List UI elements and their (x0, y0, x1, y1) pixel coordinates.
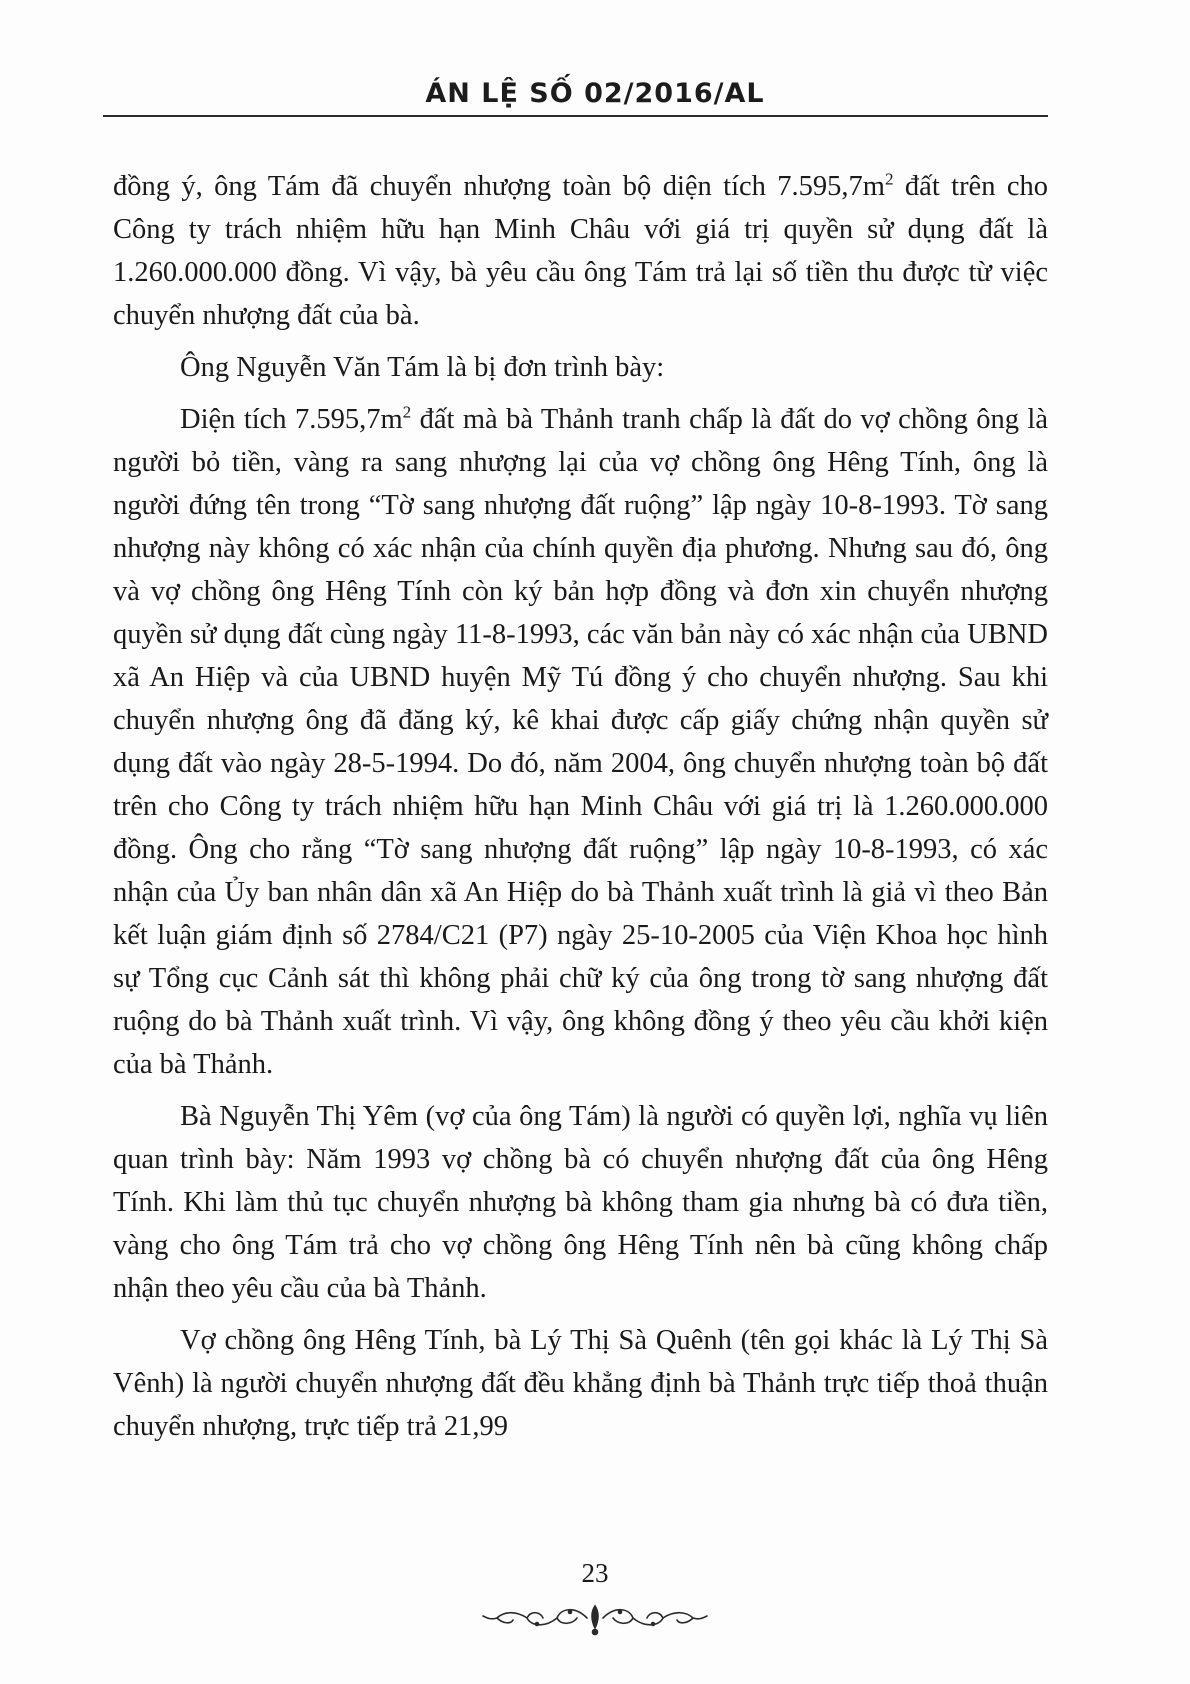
page-number: 23 (581, 1558, 609, 1588)
body-text (113, 165, 1048, 1457)
decorative-flourish-icon (475, 1598, 715, 1638)
running-header-title: ÁN LỆ SỐ 02/2016/AL (425, 78, 765, 109)
paragraph-3: Diện tích $7.595,7m^2$ đất mà bà Thảnh tranh chấp là đất do vợ chồng ông là người bỏ tiền, vàng ra sang nhượng lại của vợ chồng ông Hêng Tính, ông là người đứng tên trong “Tờ sang nhượng đất ruộng” lập ngày 10-8-1993. Tờ sang nhượng này không có xác nhận của chính quyền địa phương. Nhưng sau đó, ông và vợ chồng ông Hêng Tính còn ký bản hợp đồng và đơn xin chuyển nhượng quyền sử dụng đất cùng ngày 11-8-1993, các văn bản này có xác nhận của UBND xã An Hiệp và của UBND huyện Mỹ Tú đồng ý cho chuyển nhượng. Sau khi chuyển nhượng ông đã đăng ký, kê khai được cấp giấy chứng nhận quyền sử dụng đất vào ngày 28-5-1994. Do đó, năm 2004, ông chuyển nhượng toàn bộ đất trên cho Công ty trách nhiệm hữu hạn Minh Châu với giá trị là 1.260.000.000 đồng. Ông cho rằng “Tờ sang nhượng đất ruộng” lập ngày 10-8-1993, có xác nhận của Ủy ban nhân dân xã An Hiệp do bà Thảnh xuất trình là giả vì theo Bản kết luận giám định số 2784/C21 (P7) ngày 25-10-2005 của Viện Khoa học hình sự Tổng cục Cảnh sát thì không phải chữ ký của ông trong tờ sang nhượng đất ruộng do bà Thảnh xuất trình. Vì vậy, ông không đồng ý theo yêu cầu khởi kiện của bà Thảnh. (113, 402, 1048, 1080)
paragraph-2: Ông Nguyễn Văn Tám là bị đơn trình bày: (180, 352, 665, 383)
header-rule (103, 115, 1048, 117)
paragraph-5: Vợ chồng ông Hêng Tính, bà Lý Thị Sà Quênh (tên gọi khác là Lý Thị Sà Vênh) là người chuyển nhượng đất đều khẳng định bà Thảnh trực tiếp thoả thuận chuyển nhượng, trực tiếp trả 21,99 (113, 1325, 1048, 1442)
paragraph-1: đồng ý, ông Tám đã chuyển nhượng toàn bộ diện tích $7.595,7m^2$ đất trên cho Công ty trách nhiệm hữu hạn Minh Châu với giá trị quyền sử dụng đất là 1.260.000.000 đồng. Vì vậy, bà yêu cầu ông Tám trả lại số tiền thu được từ việc chuyển nhượng đất của bà. (113, 169, 1049, 331)
paragraph-4: Bà Nguyễn Thị Yêm (vợ của ông Tám) là người có quyền lợi, nghĩa vụ liên quan trình bày: Năm 1993 vợ chồng bà có chuyển nhượng đất của ông Hêng Tính. Khi làm thủ tục chuyển nhượng bà không tham gia nhưng bà có đưa tiền, vàng cho ông Tám trả cho vợ chồng ông Hêng Tính nên bà cũng không chấp nhận theo yêu cầu của bà Thảnh. (113, 1101, 1048, 1304)
